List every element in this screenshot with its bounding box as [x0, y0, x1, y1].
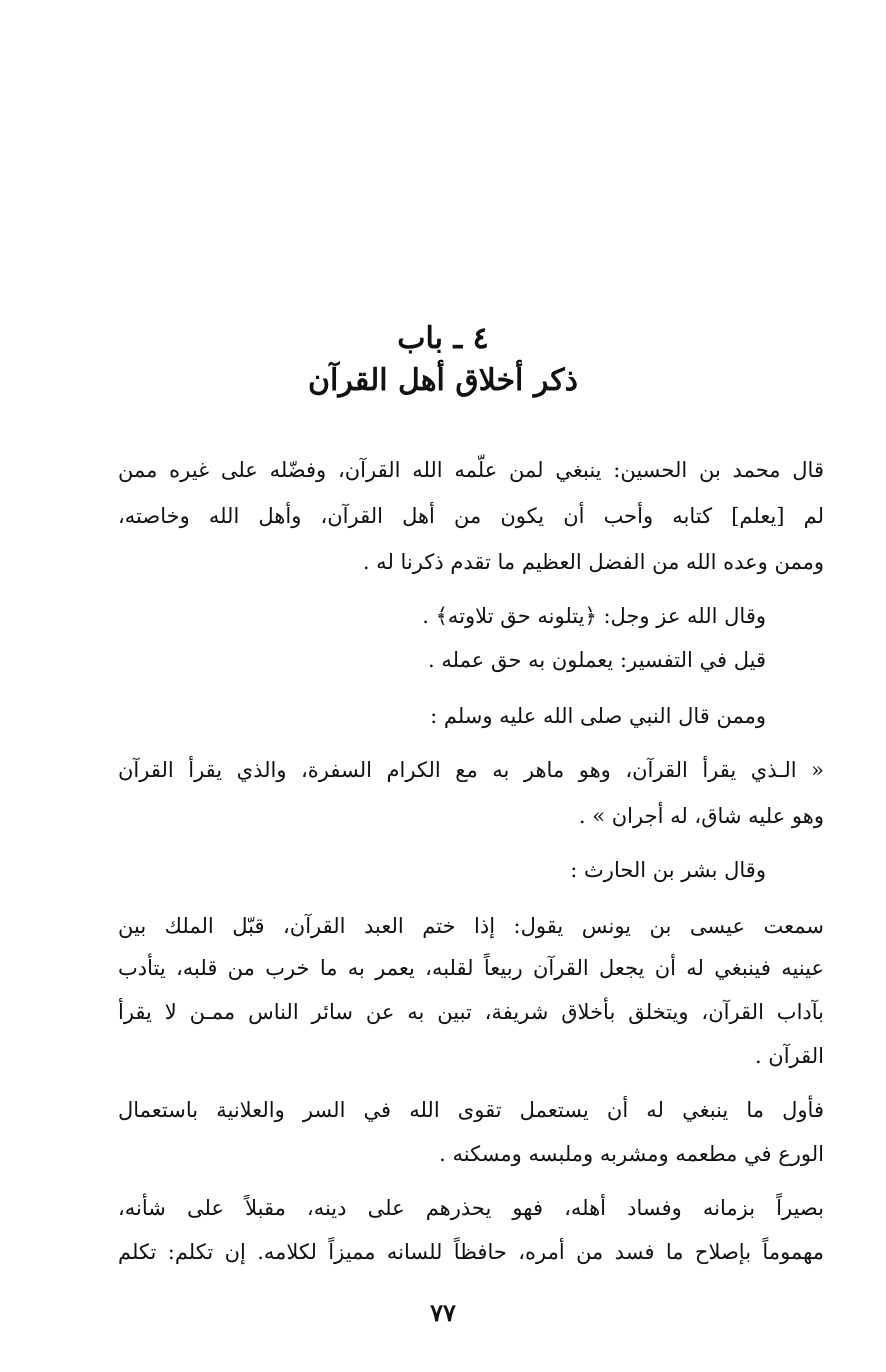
text-line: قال محمد بن الحسين: ينبغي لمن علّمه الله القرآن، وفضّله على غيره ممن	[118, 458, 824, 482]
text-line: الورع في مطعمه ومشربه وملبسه ومسكنه .	[439, 1142, 824, 1166]
chapter-heading	[0, 318, 886, 402]
text-line: وممن قال النبي صلى الله عليه وسلم :	[430, 704, 766, 728]
text-line: بصيراً بزمانه وفساد أهله، فهو يحذرهم على دينه، مقبلاً على شأنه،	[118, 1196, 824, 1220]
text-line: فأول ما ينبغي له أن يستعمل تقوى الله في السر والعلانية باستعمال	[118, 1098, 824, 1122]
text-line: قيل في التفسير: يعملون به حق عمله .	[428, 648, 766, 672]
text-line: عينيه فينبغي له أن يجعل القرآن ربيعاً لقلبه، يعمر به ما خرب من قلبه، يتأدب	[118, 956, 824, 980]
quran-quote-line: وقال الله عز وجل: ﴿يتلونه حق تلاوته﴾ .	[422, 604, 766, 628]
text-line: لم [يعلم] كتابه وأحب أن يكون من أهل القرآن، وأهل الله وخاصته،	[118, 504, 824, 528]
chapter-number: ٤ ـ باب	[397, 321, 489, 356]
hadith-line: « الـذي يقرأ القرآن، وهو ماهر به مع الكرام السفرة، والذي يقرأ القرآن	[118, 758, 824, 782]
text-line: وقال بشر بن الحارث :	[570, 858, 766, 882]
text-line: القرآن .	[754, 1044, 824, 1068]
text-line: سمعت عيسى بن يونس يقول: إذا ختم العبد القرآن، قبّل الملك بين	[118, 914, 824, 938]
text-line: وممن وعده الله من الفضل العظيم ما تقدم ذكرنا له .	[362, 550, 824, 574]
hadith-line: وهو عليه شاق، له أجران » .	[578, 804, 824, 828]
text-line: بآداب القرآن، ويتخلق بأخلاق شريفة، تبين به عن سائر الناس ممـن لا يقرأ	[118, 1000, 824, 1024]
page-number: ٧٧	[430, 1298, 456, 1327]
text-line: مهموماً بإصلاح ما فسد من أمره، حافظاً للسانه مميزاً لكلامه. إن تكلم: تكلم	[118, 1240, 824, 1264]
chapter-title: ذكر أخلاق أهل القرآن	[307, 363, 579, 398]
